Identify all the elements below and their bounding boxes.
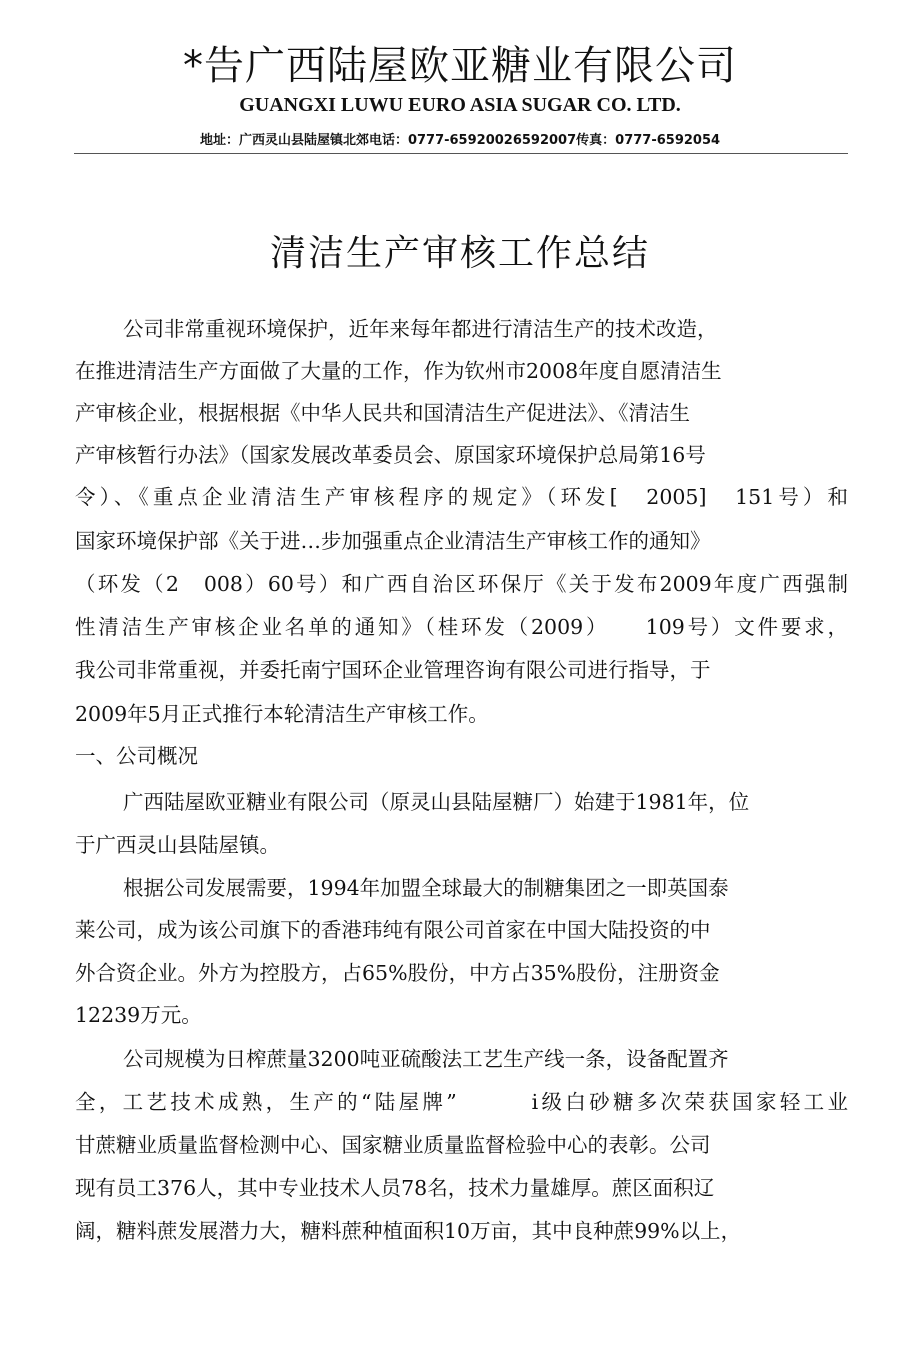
- paragraph-line: 国家环境保护部《关于进…步加强重点企业清洁生产审核工作的通知》: [75, 529, 711, 553]
- company-name-chinese: *告广西陆屋欧亚糖业有限公司: [183, 43, 737, 89]
- paragraph-line: 莱公司，成为该公司旗下的香港玮纯有限公司首家在中国大陆投资的中: [75, 918, 711, 942]
- paragraph-line: 2009年5月正式推行本轮清洁生产审核工作。: [75, 702, 489, 726]
- paragraph-line: 我公司非常重视，并委托南宁国环企业管理咨询有限公司进行指导，于: [75, 658, 711, 682]
- company-address-line: 地址：广西灵山县陆屋镇北郊电话：0777-65920026592007传真：0777-6592054: [199, 133, 721, 148]
- paragraph-line: 现有员工376人，其中专业技术人员78名，技术力量雄厚。蔗区面积辽: [75, 1176, 715, 1200]
- section-heading: 一、公司概况: [75, 744, 198, 768]
- paragraph-line: 令）、《重点企业清洁生产审核程序的规定》（环发[ 2005] 151号）和: [75, 485, 848, 509]
- company-name-english: GUANGXI LUWU EURO ASIA SUGAR CO. LTD.: [239, 94, 681, 116]
- paragraph-line: 产审核暂行办法》（国家发展改革委员会、原国家环境保护总局第16号: [75, 443, 706, 467]
- paragraph-line: （环发（2 008）60号）和广西自治区环保厅《关于发布2009年度广西强制: [75, 572, 848, 596]
- paragraph-line: 外合资企业。外方为控股方，占65%股份，中方占35%股份，注册资金: [75, 961, 720, 985]
- paragraph-line: 阔，糖料蔗发展潜力大，糖料蔗种植面积10万亩，其中良种蔗99%以上，: [75, 1219, 742, 1243]
- document-title: 清洁生产审核工作总结: [269, 233, 650, 274]
- paragraph-line: 产审核企业，根据根据《中华人民共和国清洁生产促进法》、《清洁生: [75, 401, 690, 425]
- paragraph-line: 性清洁生产审核企业名单的通知》（桂环发（2009） 109号）文件要求，: [75, 615, 848, 639]
- paragraph-line: 全，工艺技术成熟，生产的“陆屋牌” i级白砂糖多次荣获国家轻工业: [75, 1090, 848, 1114]
- paragraph-line: 公司非常重视环境保护，近年来每年都进行清洁生产的技术改造，: [123, 317, 718, 341]
- header-divider: [74, 153, 848, 154]
- paragraph-line: 公司规模为日榨蔗量3200吨亚硫酸法工艺生产线一条，设备配置齐: [123, 1047, 729, 1071]
- paragraph-line: 广西陆屋欧亚糖业有限公司（原灵山县陆屋糖厂）始建于1981年，位: [123, 790, 750, 814]
- paragraph-line: 在推进清洁生产方面做了大量的工作，作为钦州市2008年度自愿清洁生: [75, 359, 722, 383]
- paragraph-line: 12239万元。: [75, 1003, 202, 1027]
- paragraph-line: 甘蔗糖业质量监督检测中心、国家糖业质量监督检验中心的表彰。公司: [75, 1133, 711, 1157]
- paragraph-line: 于广西灵山县陆屋镇。: [75, 833, 280, 857]
- paragraph-line: 根据公司发展需要，1994年加盟全球最大的制糖集团之一即英国泰: [123, 876, 729, 900]
